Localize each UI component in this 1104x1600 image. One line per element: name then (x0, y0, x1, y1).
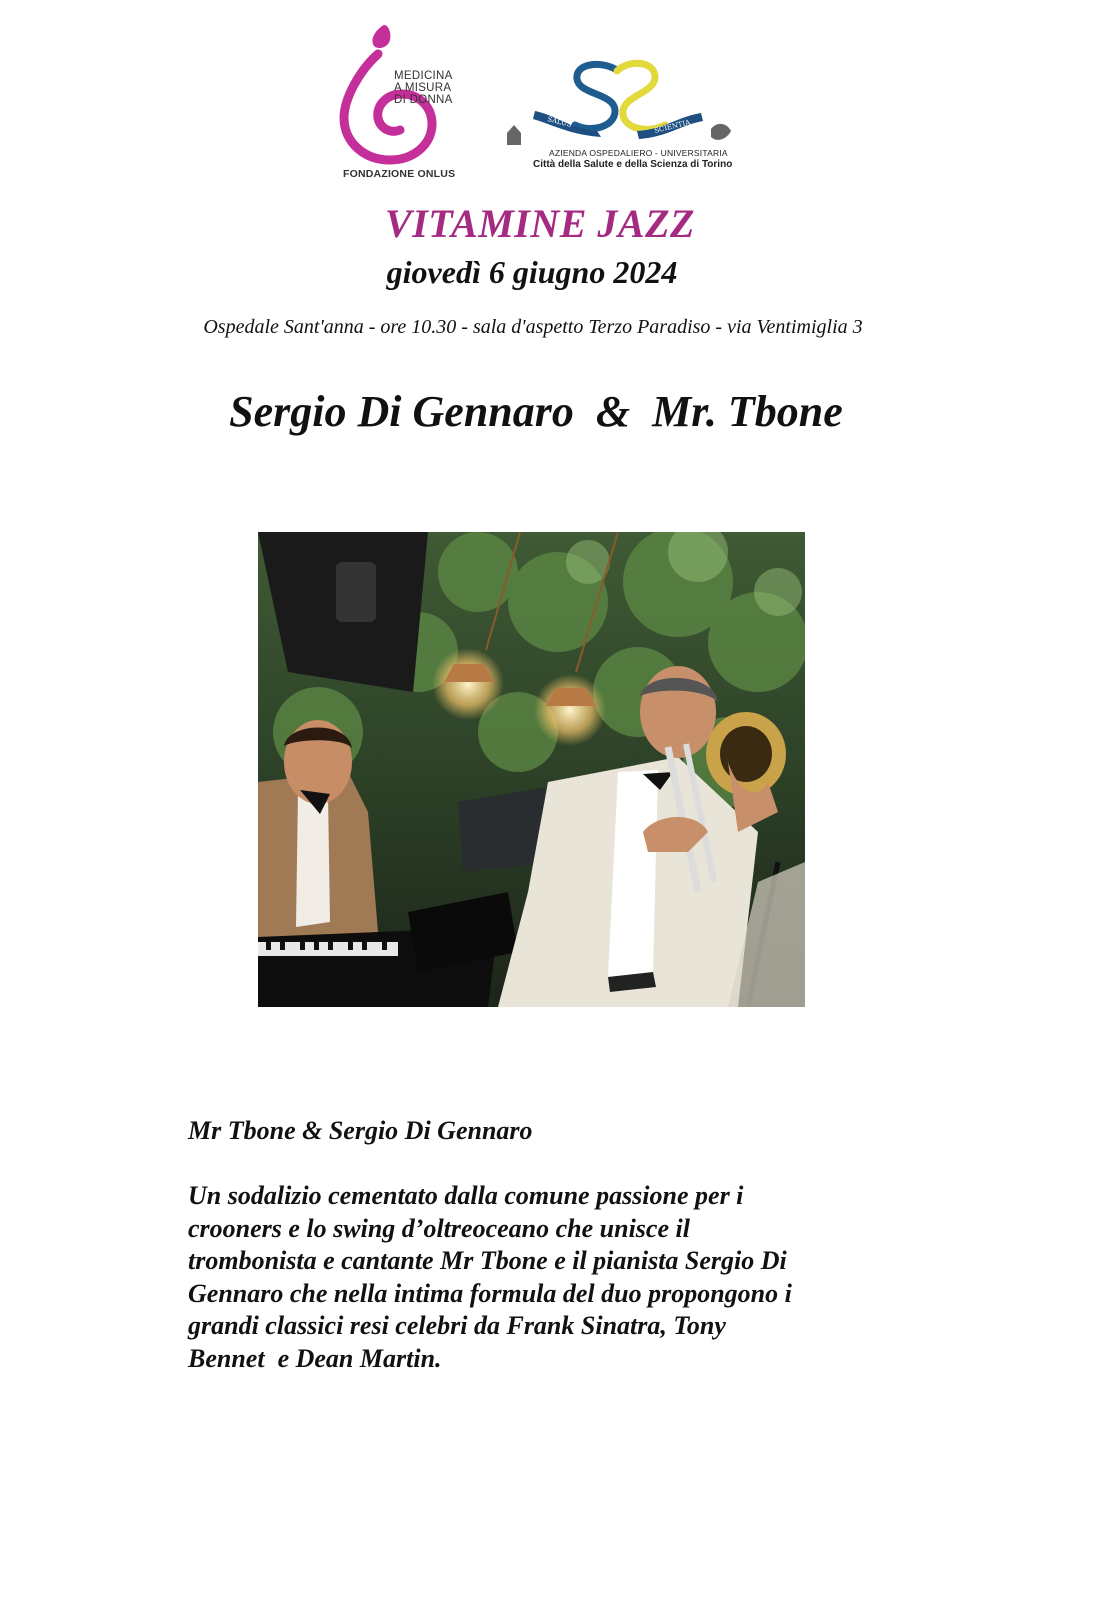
ribbon-right-text: SCIENTIA (653, 118, 692, 135)
event-date: giovedì 6 giugno 2024 (386, 254, 678, 290)
hospital-emblem-icon (505, 55, 755, 147)
ribbon-left-text: SALUS (546, 115, 573, 129)
performers-photo (258, 532, 805, 1007)
hospital-logo (505, 55, 755, 180)
description-body (188, 1180, 888, 1375)
description-line: Gennaro che nella intima formula del duo propongono i (188, 1278, 792, 1308)
foundation-footer: FONDAZIONE ONLUS (343, 168, 456, 180)
foundation-line: MEDICINA (394, 70, 453, 82)
description-line: grandi classici resi celebri da Frank Sinatra, Tony (188, 1311, 726, 1340)
description-line: Un sodalizio cementato dalla comune passione per i (188, 1181, 744, 1210)
event-title: VITAMINE JAZZ (385, 201, 695, 246)
description-line: trombonista e cantante Mr Tbone e il pianista Sergio Di (188, 1246, 787, 1275)
foundation-line: DI DONNA (394, 94, 453, 106)
hospital-name: AZIENDA OSPEDALIERO - UNIVERSITARIA (549, 148, 728, 158)
description-line: Bennet e Dean Martin. (188, 1343, 442, 1373)
event-venue: Ospedale Sant'anna - ore 10.30 - sala d'aspetto Terzo Paradiso - via Ventimiglia 3 (203, 316, 863, 338)
description-line: crooners e lo swing d’oltreoceano che unisce il (188, 1213, 690, 1243)
hospital-subtitle: Città della Salute e della Scienza di Torino (533, 159, 733, 170)
foundation-logo (338, 18, 478, 183)
foundation-line: A MISURA (394, 82, 452, 94)
performers-heading: Sergio Di Gennaro & Mr. Tbone (229, 387, 843, 436)
description-subtitle: Mr Tbone & Sergio Di Gennaro (188, 1116, 533, 1145)
